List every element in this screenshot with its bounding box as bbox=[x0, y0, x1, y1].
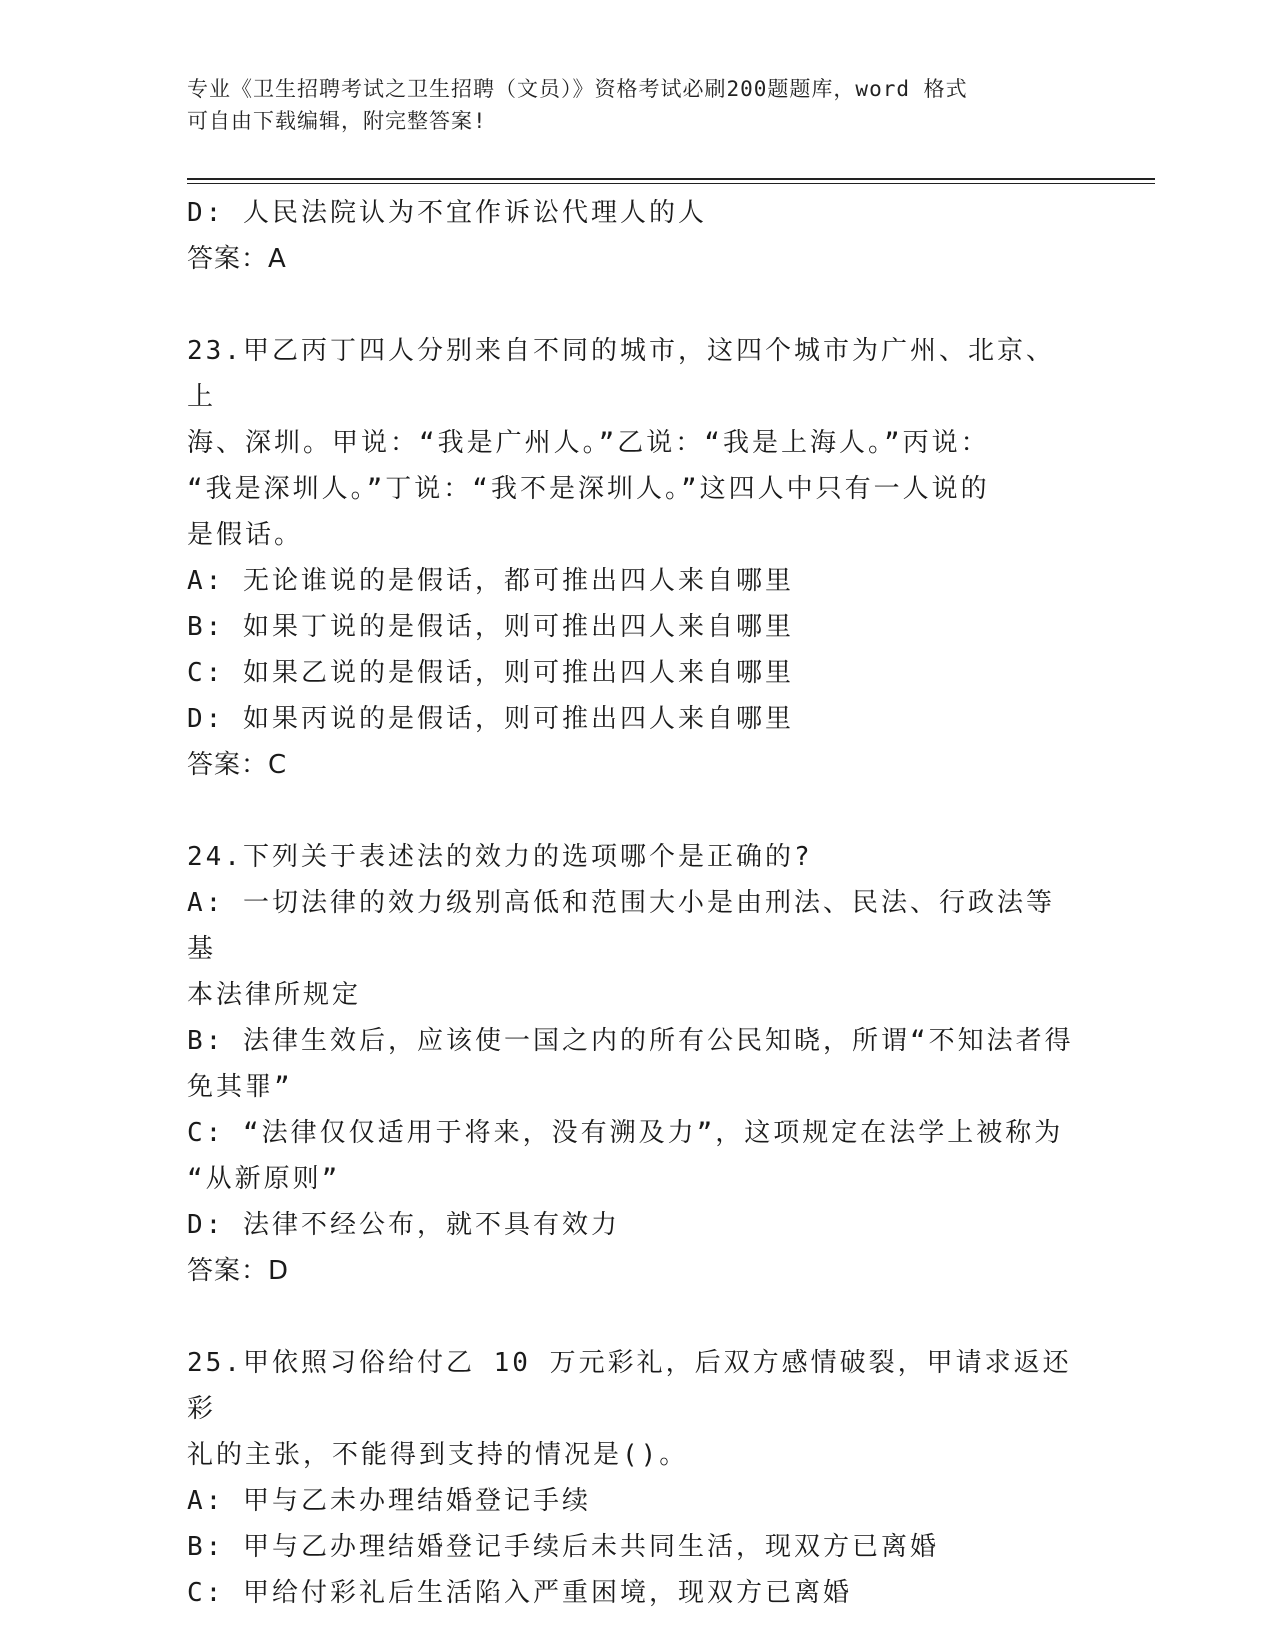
q25-stem-line-1: 25.甲依照习俗给付乙 10 万元彩礼，后双方感情破裂，甲请求返还彩 bbox=[187, 1348, 1072, 1424]
q23-stem-line-4: 是假话。 bbox=[187, 520, 304, 550]
question-content bbox=[187, 190, 1077, 1616]
q24-option-b-line-1: B: 法律生效后，应该使一国之内的所有公民知晓，所谓“不知法者得 bbox=[187, 1026, 1074, 1056]
question-25 bbox=[187, 1340, 1077, 1616]
header-line-2: 可自由下载编辑，附完整答案! bbox=[187, 109, 487, 133]
q23-option-b: B: 如果丁说的是假话，则可推出四人来自哪里 bbox=[187, 612, 794, 642]
q25-option-b: B: 甲与乙办理结婚登记手续后未共同生活，现双方已离婚 bbox=[187, 1532, 939, 1562]
header-line-1: 专业《卫生招聘考试之卫生招聘（文员）》资格考试必刷200题题库，word 格式 bbox=[187, 77, 968, 101]
question-22-tail bbox=[187, 190, 1077, 282]
q24-option-c-line-2: “从新原则” bbox=[187, 1164, 341, 1194]
q22-option-d: D: 人民法院认为不宜作诉讼代理人的人 bbox=[187, 198, 707, 228]
spacer bbox=[187, 1294, 1077, 1340]
q24-option-a-line-1: A: 一切法律的效力级别高低和范围大小是由刑法、民法、行政法等基 bbox=[187, 888, 1055, 964]
header-divider-thin bbox=[187, 183, 1155, 184]
q24-option-d: D: 法律不经公布，就不具有效力 bbox=[187, 1210, 620, 1240]
q24-stem: 24.下列关于表述法的效力的选项哪个是正确的? bbox=[187, 842, 813, 872]
question-24 bbox=[187, 834, 1077, 1294]
q23-option-d: D: 如果丙说的是假话，则可推出四人来自哪里 bbox=[187, 704, 794, 734]
q24-option-a-line-2: 本法律所规定 bbox=[187, 980, 362, 1010]
header-divider-thick bbox=[187, 178, 1155, 180]
q24-option-b-line-2: 免其罪” bbox=[187, 1072, 293, 1102]
q25-option-a: A: 甲与乙未办理结婚登记手续 bbox=[187, 1486, 591, 1516]
q24-option-c-line-1: C: “法律仅仅适用于将来，没有溯及力”，这项规定在法学上被称为 bbox=[187, 1118, 1064, 1148]
spacer bbox=[187, 788, 1077, 834]
q23-option-a: A: 无论谁说的是假话，都可推出四人来自哪里 bbox=[187, 566, 794, 596]
question-23 bbox=[187, 328, 1077, 788]
q23-answer: 答案：C bbox=[187, 750, 288, 780]
q23-stem-line-1: 23.甲乙丙丁四人分别来自不同的城市，这四个城市为广州、北京、上 bbox=[187, 336, 1055, 412]
q24-answer: 答案：D bbox=[187, 1256, 290, 1286]
spacer bbox=[187, 282, 1077, 328]
q25-option-c: C: 甲给付彩礼后生活陷入严重困境，现双方已离婚 bbox=[187, 1578, 852, 1608]
q25-stem-line-2: 礼的主张，不能得到支持的情况是()。 bbox=[187, 1440, 689, 1470]
q23-option-c: C: 如果乙说的是假话，则可推出四人来自哪里 bbox=[187, 658, 794, 688]
q22-answer: 答案：A bbox=[187, 244, 287, 274]
q23-stem-line-2: 海、深圳。甲说：“我是广州人。”乙说：“我是上海人。”丙说： bbox=[187, 428, 990, 458]
document-header bbox=[187, 73, 1087, 137]
q23-stem-line-3: “我是深圳人。”丁说：“我不是深圳人。”这四人中只有一人说的 bbox=[187, 474, 990, 504]
